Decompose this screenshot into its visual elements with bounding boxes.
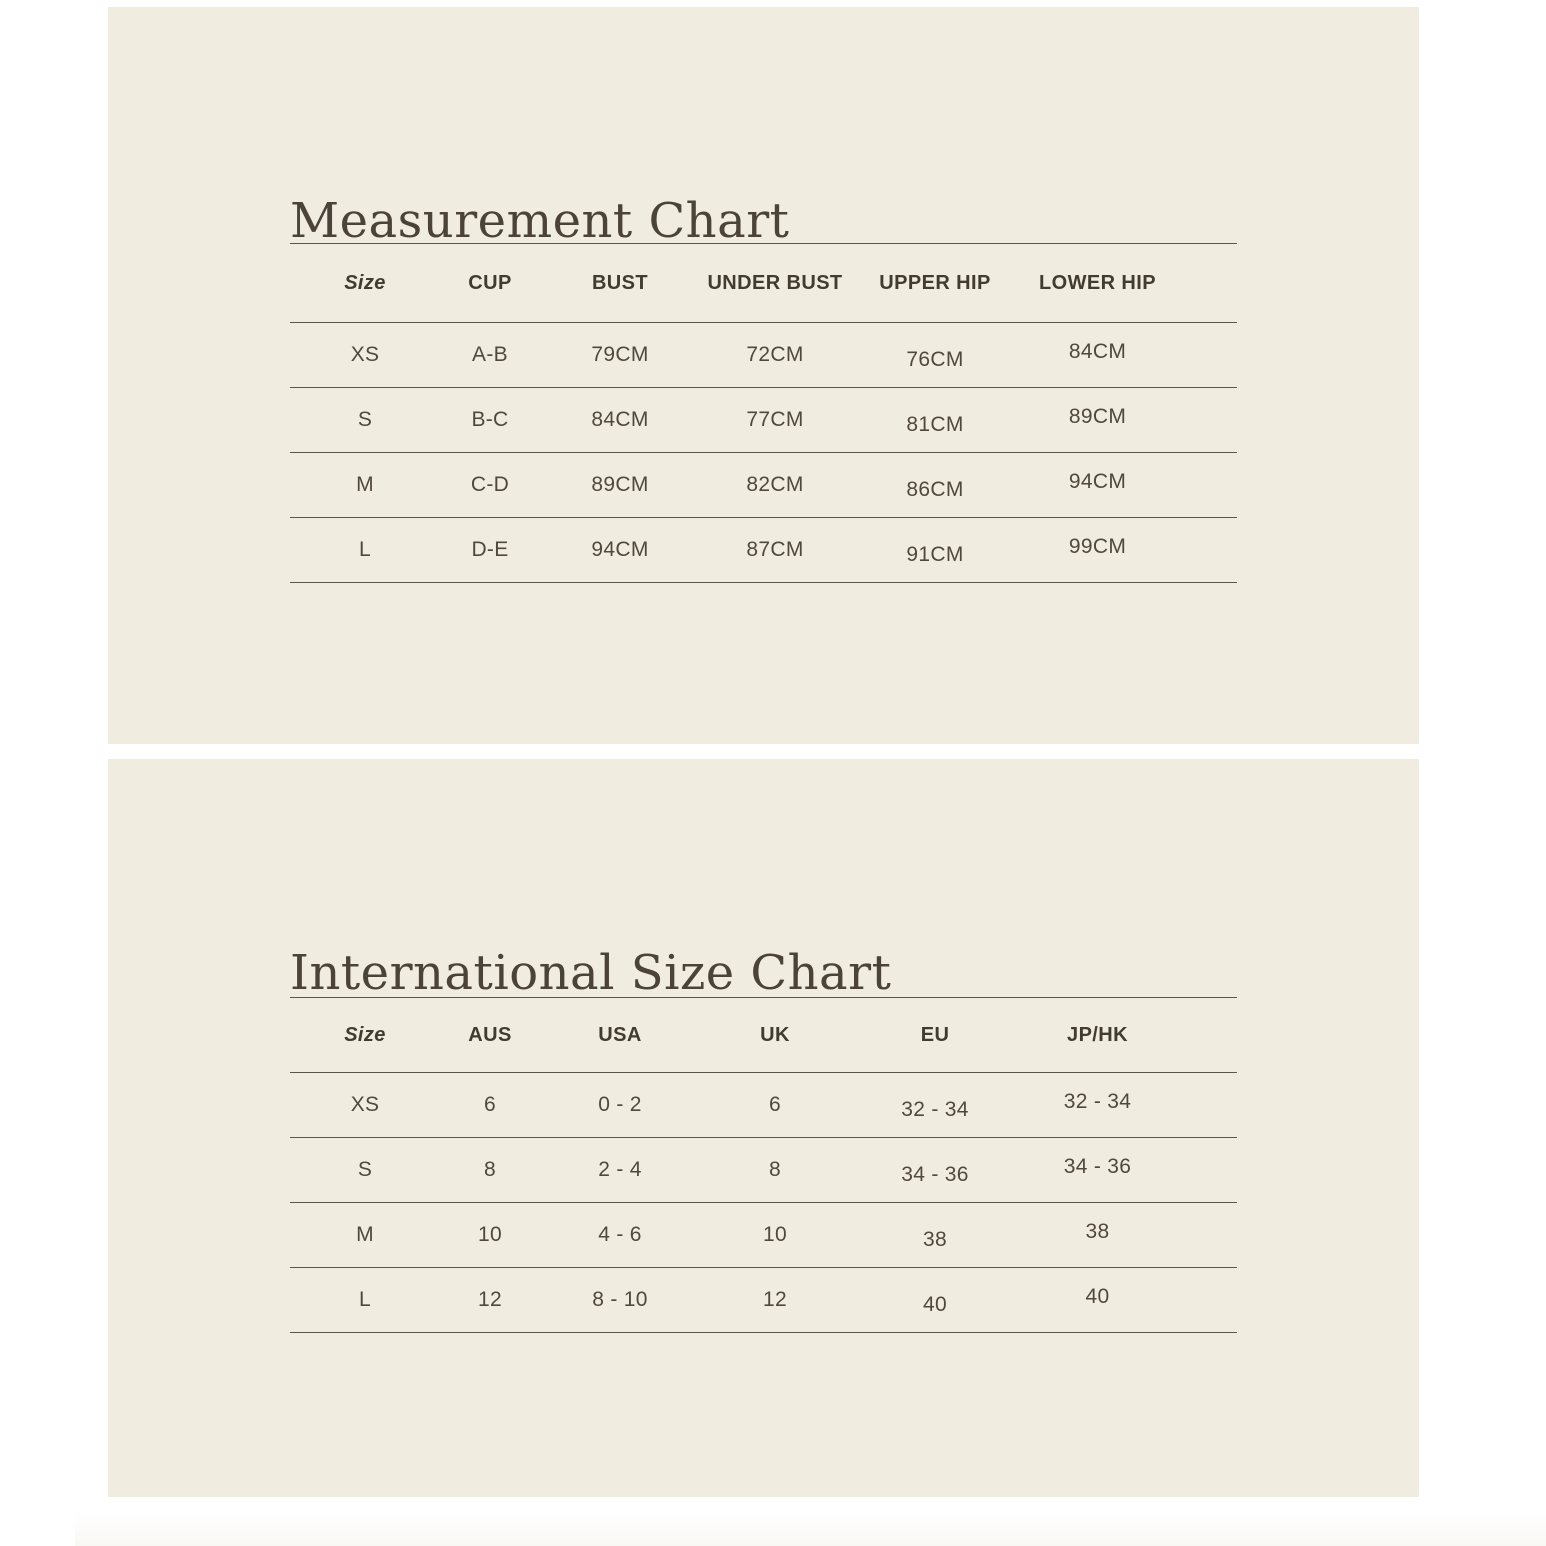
table-cell: 4 - 6 bbox=[598, 1223, 642, 1246]
table-cell: B-C bbox=[471, 408, 509, 431]
table-cell: 94CM bbox=[591, 538, 649, 561]
table-cell: 94CM bbox=[1068, 470, 1127, 493]
table-cell: 12 bbox=[763, 1288, 787, 1311]
table-cell: 79CM bbox=[591, 343, 649, 366]
table-cell: M bbox=[356, 1223, 374, 1246]
table-cell: 40 bbox=[1085, 1285, 1110, 1308]
table-cell: XS bbox=[350, 343, 380, 366]
table-cell: 6 bbox=[769, 1093, 781, 1116]
table-cell: 38 bbox=[923, 1228, 947, 1251]
table-cell: 84CM bbox=[591, 408, 649, 431]
table-header-row bbox=[290, 997, 1237, 1073]
table-cell: L bbox=[359, 1288, 371, 1311]
table-cell: 10 bbox=[763, 1223, 787, 1246]
table-cell: 40 bbox=[923, 1293, 947, 1316]
column-header: UNDER BUST bbox=[707, 271, 843, 294]
column-header: USA bbox=[598, 1023, 642, 1046]
table-cell: 72CM bbox=[746, 343, 804, 366]
international-size-chart-panel bbox=[108, 759, 1419, 1497]
table-cell: 6 bbox=[484, 1093, 496, 1116]
table-cell: 12 bbox=[478, 1288, 502, 1311]
table-row bbox=[290, 1268, 1237, 1333]
table-cell: 0 - 2 bbox=[598, 1093, 642, 1116]
table-row bbox=[290, 1138, 1237, 1203]
table-cell: 8 bbox=[769, 1158, 781, 1181]
table-cell: 76CM bbox=[906, 348, 964, 371]
measurement-chart-panel bbox=[108, 7, 1419, 744]
column-header: Size bbox=[344, 271, 386, 294]
table-cell: 87CM bbox=[746, 538, 804, 561]
table-cell: 34 - 36 bbox=[1063, 1155, 1132, 1178]
table-row bbox=[290, 388, 1237, 453]
table-cell: 89CM bbox=[1068, 405, 1127, 428]
table-cell: 32 - 34 bbox=[1063, 1090, 1132, 1113]
table-cell: 10 bbox=[478, 1223, 502, 1246]
table-row bbox=[290, 453, 1237, 518]
table-cell: 81CM bbox=[906, 413, 964, 436]
table-cell: 99CM bbox=[1068, 535, 1127, 558]
column-header: AUS bbox=[468, 1023, 512, 1046]
table-cell: 77CM bbox=[746, 408, 804, 431]
measurement-chart-title: Measurement Chart bbox=[290, 192, 790, 249]
column-header: LOWER HIP bbox=[1039, 271, 1156, 294]
table-cell: 2 - 4 bbox=[598, 1158, 642, 1181]
table-row bbox=[290, 323, 1237, 388]
table-cell: M bbox=[356, 473, 374, 496]
table-row bbox=[290, 1073, 1237, 1138]
table-cell: L bbox=[359, 538, 371, 561]
table-cell: 89CM bbox=[591, 473, 649, 496]
international-size-chart-title: International Size Chart bbox=[290, 944, 892, 1001]
table-cell: S bbox=[357, 1158, 373, 1181]
column-header: UK bbox=[760, 1023, 790, 1046]
column-header: UPPER HIP bbox=[879, 271, 991, 294]
table-cell: 38 bbox=[1085, 1220, 1110, 1243]
column-header: BUST bbox=[591, 271, 649, 294]
table-cell: S bbox=[357, 408, 373, 431]
table-cell: 32 - 34 bbox=[901, 1098, 969, 1121]
table-cell: A-B bbox=[472, 343, 508, 366]
table-cell: 8 bbox=[484, 1158, 496, 1181]
table-cell: 86CM bbox=[906, 478, 964, 501]
table-cell: 82CM bbox=[746, 473, 804, 496]
international-size-chart-table bbox=[290, 997, 1237, 1333]
column-header: Size bbox=[344, 1023, 386, 1046]
column-header: EU bbox=[920, 1023, 950, 1046]
column-header: CUP bbox=[468, 271, 512, 294]
table-cell: 34 - 36 bbox=[901, 1163, 969, 1186]
measurement-chart-table bbox=[290, 243, 1237, 583]
table-row bbox=[290, 1203, 1237, 1268]
column-header: JP/HK bbox=[1067, 1023, 1128, 1046]
table-row bbox=[290, 518, 1237, 583]
bottom-page-fade bbox=[75, 1512, 1546, 1546]
table-cell: D-E bbox=[471, 538, 509, 561]
table-cell: XS bbox=[350, 1093, 380, 1116]
table-cell: 91CM bbox=[906, 543, 964, 566]
table-cell: C-D bbox=[470, 473, 510, 496]
table-cell: 84CM bbox=[1068, 340, 1127, 363]
table-header-row bbox=[290, 243, 1237, 323]
table-cell: 8 - 10 bbox=[592, 1288, 648, 1311]
